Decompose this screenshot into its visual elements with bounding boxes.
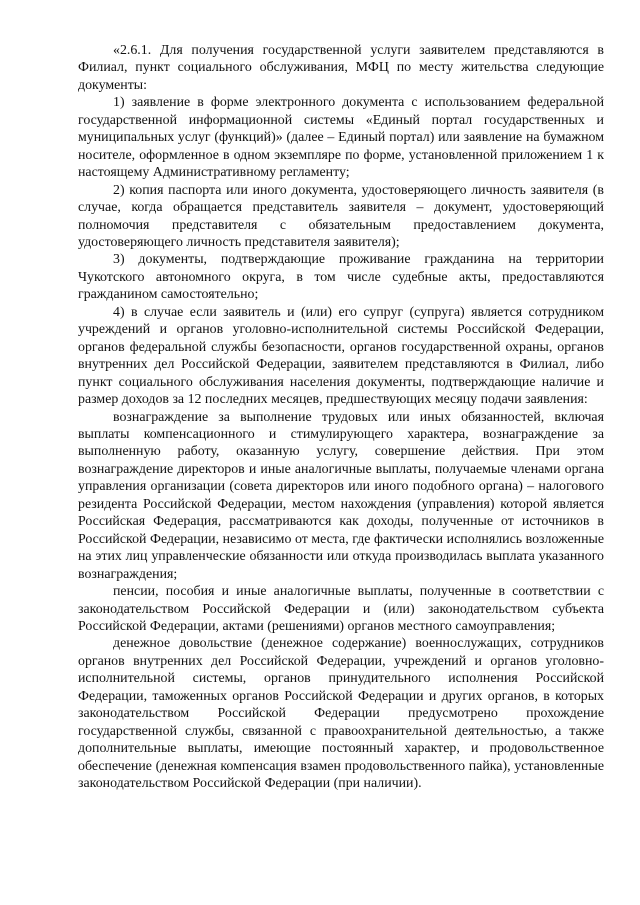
paragraph-intro-2-6-1: «2.6.1. Для получения государственной услуги заявителем представляются в Филиал, пункт социального обслуживания, МФЦ по месту жительства следующие документы: (78, 43, 604, 93)
paragraph-item-1-application: 1) заявление в форме электронного документа с использованием федеральной государственной информационной системы «Единый портал государственных и муниципальных услуг (функций)» (далее – Единый портал) или заявление на бумажном носителе, оформленное в одном экземпляре по форме, установленной приложением 1 к настоящему Административному регламенту; (78, 95, 604, 181)
paragraph-item-4-income-documents: 4) в случае если заявитель и (или) его супруг (супруга) является сотрудником учреждений и органов уголовно-исполнительной системы Российской Федерации, органов федеральной службы безопасности, органов государственной охраны, органов внутренних дел Российской Федерации, заявителем представляются в Филиал, либо пункт социального обслуживания населения документы, подтверждающие наличие и размер доходов за 12 последних месяцев, предшествующих месяцу подачи заявления: (78, 304, 604, 408)
paragraph-income-remuneration: вознаграждение за выполнение трудовых или иных обязанностей, включая выплаты компенсационного и стимулирующего характера, вознаграждение за выполненную работу, оказанную услугу, совершение действия. При этом вознаграждение директоров и иные аналогичные выплаты, получаемые членами органа управления организации (совета директоров или иного подобного органа) – налогового резидента Российской Федерации, местом нахождения (управления) которой является Российская Федерация, рассматриваются как доходы, полученные от источников в Российской Федерации, независимо от места, где фактически исполнялись возложенные на этих лиц управленческие обязанности или откуда производилась выплата указанного вознаграждения; (78, 409, 604, 582)
paragraph-income-pensions: пенсии, пособия и иные аналогичные выплаты, полученные в соответствии с законодательством Российской Федерации и (или) законодательством субъекта Российской Федерации, актами (решениями) органов местного самоуправления; (78, 584, 604, 634)
document-page (78, 42, 604, 792)
paragraph-item-3-residence-documents: 3) документы, подтверждающие проживание гражданина на территории Чукотского автономного округа, в том числе судебные акты, предоставляются гражданином самостоятельно; (78, 252, 604, 303)
paragraph-income-allowance: денежное довольствие (денежное содержание) военнослужащих, сотрудников органов внутренних дел Российской Федерации, учреждений и органов уголовно-исполнительной системы, органов принудительного исполнения Российской Федерации, таможенных органов Российской Федерации и других органов, в которых законодательством Российской Федерации предусмотрено прохождение государственной службы, связанной с правоохранительной деятельностью, а также дополнительные выплаты, имеющие постоянный характер, и продовольственное обеспечение (денежная компенсация взамен продовольственного пайка), установленные законодательством Российской Федерации (при наличии). (78, 636, 604, 792)
paragraph-item-2-passport-copy: 2) копия паспорта или иного документа, удостоверяющего личность заявителя (в случае, когда обращается представитель заявителя – документ, удостоверяющий полномочия представителя с обязательным предоставлением документа, удостоверяющего личность представителя заявителя); (78, 182, 604, 250)
